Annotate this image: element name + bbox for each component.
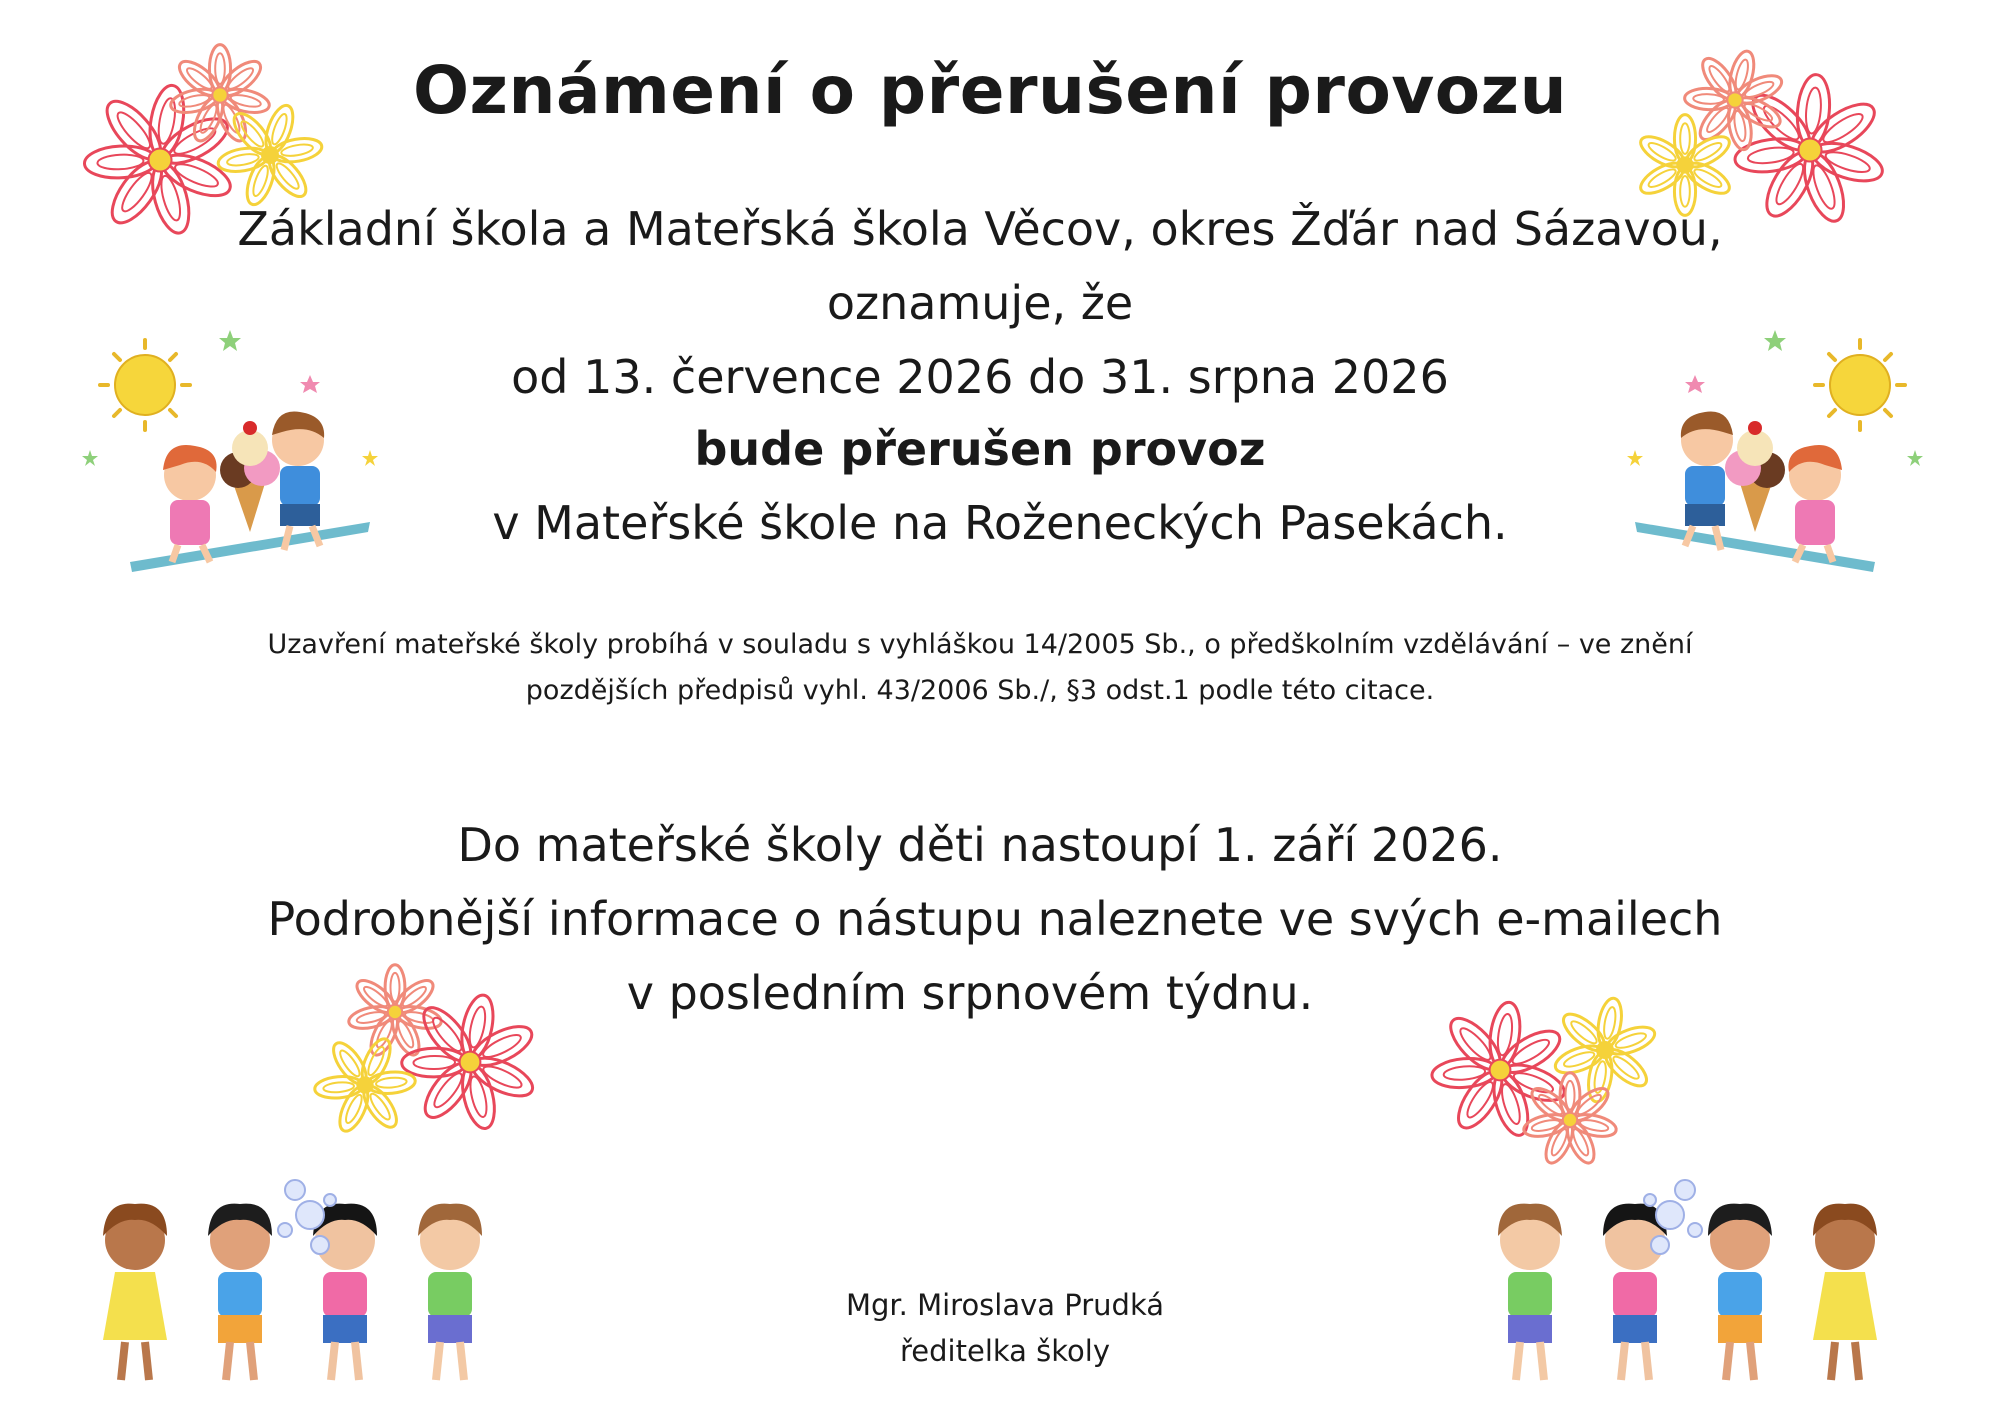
- flower-cluster-icon: [320, 970, 520, 1140]
- legal-line-1: Uzavření mateřské školy probíhá v souladu s vyhláškou 14/2005 Sb., o předškolním vzdělávání – ve znění: [267, 629, 1693, 660]
- flower-cluster-icon: [1440, 1000, 1660, 1160]
- flower-cluster-icon: [1640, 55, 1880, 225]
- intro-line-1: Základní škola a Mateřská škola Věcov, okres Žďár nad Sázavou,: [237, 202, 1723, 256]
- closure-statement: bude přerušen provoz: [694, 422, 1266, 476]
- location-line: v Mateřské škole na Roženeckých Pasekách.: [492, 496, 1508, 550]
- kids-ice-cream-icon: [70, 300, 390, 580]
- flower-icon: [314, 1035, 416, 1135]
- flower-cluster-icon: [90, 50, 320, 230]
- kids-bubbles-icon: [1460, 1170, 1900, 1400]
- return-line-2: Podrobnější informace o nástupu naleznete ve svých e-mailech: [267, 892, 1723, 946]
- flower-icon: [347, 965, 444, 1059]
- date-range: od 13. července 2026 do 31. srpna 2026: [511, 350, 1449, 404]
- flower-icon: [1431, 1000, 1569, 1139]
- flower-icon: [1636, 115, 1734, 216]
- signature-name: Mgr. Miroslava Prudká: [845, 1288, 1165, 1322]
- page-title: Oznámení o přerušení provozu: [412, 52, 1568, 129]
- flower-icon: [1522, 1073, 1619, 1167]
- return-line-1: Do mateřské školy děti nastoupí 1. září 2026.: [457, 818, 1503, 872]
- signature-role: ředitelka školy: [900, 1334, 1110, 1368]
- flower-icon: [216, 102, 323, 208]
- return-line-3: v posledním srpnovém týdnu.: [626, 966, 1314, 1020]
- kids-ice-cream-icon: [1615, 300, 1935, 580]
- kids-bubbles-icon: [80, 1170, 520, 1400]
- sun-icon: [1815, 340, 1905, 430]
- legal-line-2: pozdějších předpisů vyhl. 43/2006 Sb./, §3 odst.1 podle této citace.: [525, 675, 1435, 706]
- intro-line-2: oznamuje, že: [826, 276, 1134, 330]
- sun-icon: [100, 340, 190, 430]
